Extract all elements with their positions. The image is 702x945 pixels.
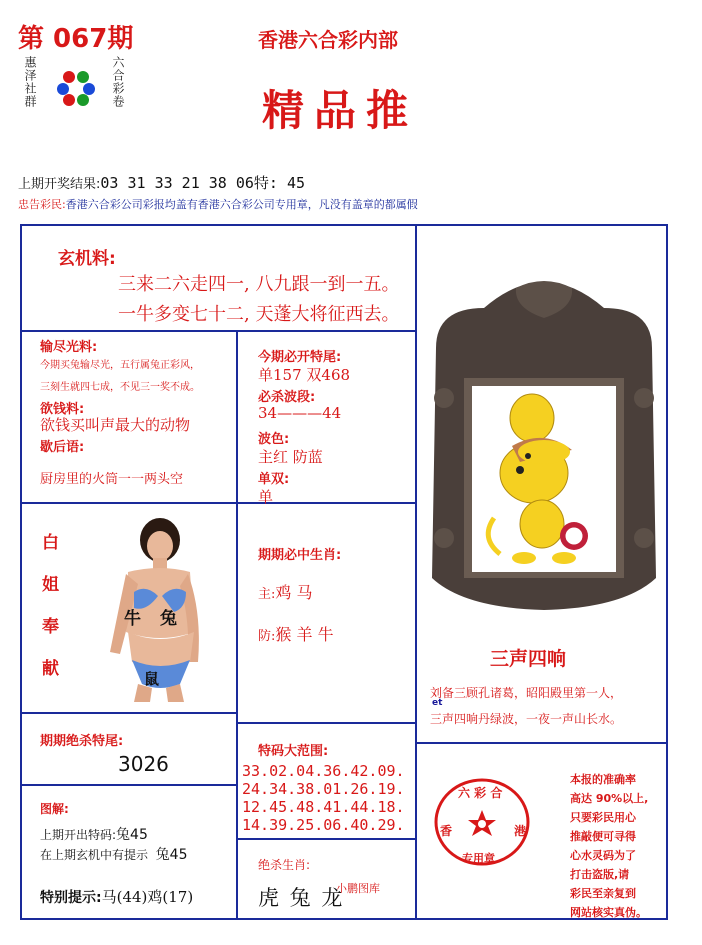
shuye-text1: 今期买兔输尽光，五行属兔正彩风，: [40, 360, 200, 371]
bibu-title: 今期必开特尾:: [258, 350, 342, 365]
shengxiao-main-value: 鸡 马: [275, 583, 313, 602]
xuanji-line1: 三来二六走四一, 八九跟一到一五。: [118, 274, 400, 295]
range-row: 24.34.38.01.26.19.: [242, 780, 405, 798]
grid-h1: [20, 330, 417, 332]
jueshazodiac-watermark: 小鹏图库: [336, 882, 380, 895]
grid-mid-left: [236, 330, 238, 920]
grid-h3: [20, 712, 236, 714]
tujie-line1: [40, 824, 148, 844]
shuye-title1: 输尽光料:: [40, 340, 98, 355]
sister-char-2: 姐: [42, 575, 59, 595]
range-row: 12.45.48.41.44.18.: [242, 798, 405, 816]
tujie-line2-value: 兔45: [155, 847, 188, 863]
bibu-line2: 34———44: [258, 404, 342, 422]
grid-left: [20, 224, 22, 920]
shuye-title2: 欲钱料:: [40, 402, 85, 417]
photo-overlay-1: 牛: [124, 609, 141, 629]
shengxiao-backup: [258, 622, 334, 645]
lottery-logo-icon: [55, 68, 97, 106]
shengxiao-backup-value: 猴 羊 牛: [275, 625, 334, 644]
shuye-text3: 欲钱买叫声最大的动物: [40, 416, 191, 434]
range-title: 特码大范围:: [258, 744, 329, 759]
shengxiao-main-label: 主:: [258, 587, 276, 602]
accuracy-line: 本报的准确率: [570, 773, 636, 786]
accuracy-line: 打击盗版,请: [570, 868, 630, 881]
header-title-small: 香港六合彩内部: [258, 28, 398, 52]
tujie-line2: [40, 844, 187, 864]
bibu-line3: 主红 防蓝: [258, 448, 323, 466]
frame-poem-tag: et: [432, 698, 443, 708]
sister-char-3: 奉: [42, 617, 59, 637]
bibu-line4: 单: [258, 488, 274, 506]
accuracy-line: 彩民至亲复到: [570, 887, 636, 900]
seal-right: 港: [514, 824, 527, 838]
shengxiao-backup-label: 防:: [258, 629, 276, 644]
accuracy-line: 高达 90%以上,: [570, 792, 649, 805]
frame-caption: 三声四响: [490, 648, 567, 670]
bibu-title3: 波色:: [258, 432, 290, 447]
seal-bottom: 专用章: [462, 852, 495, 865]
accuracy-line: 推敲便可寻得: [570, 830, 636, 843]
accuracy-line: 心水灵码为了: [570, 849, 636, 862]
bibu-title2: 必杀波段:: [258, 390, 316, 405]
tujie-hint-label: 特别提示:: [40, 890, 102, 906]
frame-poem2: 三声四响丹绿波，一夜一声山长水。: [430, 712, 623, 726]
juesha-value: 3026: [118, 752, 169, 776]
accuracy-line: 网站核实真伪。: [570, 906, 647, 919]
xuanji-line2: 一牛多变七十二, 天蓬大将征西去。: [118, 304, 400, 325]
range-row: 14.39.25.06.40.29.: [242, 816, 405, 834]
photo-overlay-2: 兔: [160, 609, 177, 629]
warning-line: [18, 196, 418, 212]
bibu-line1: 单157 双468: [258, 366, 351, 384]
grid-top: [20, 224, 668, 226]
range-row: 33.02.04.36.42.09.: [242, 762, 405, 780]
jueshazodiac-title: 绝杀生肖:: [258, 858, 311, 872]
sister-vertical: [42, 522, 59, 690]
frame-poem1: 刘备三顾孔诸葛，昭阳殿里第一人，: [430, 686, 623, 700]
grid-mid-right: [415, 224, 417, 920]
brand-vertical-left: 惠泽社群: [23, 56, 37, 108]
juesha-title: 期期绝杀特尾:: [40, 734, 124, 749]
shengxiao-title: 期期必中生肖:: [258, 548, 342, 563]
photo-overlay-3: 鼠: [144, 670, 160, 688]
grid-h6: [415, 742, 668, 744]
shuye-title3: 歇后语:: [40, 440, 85, 455]
warning-text: 香港六合彩公司彩报均盖有香港六合彩公司专用章，凡没有盖章的都属假: [65, 198, 418, 211]
jueshazodiac-value: 虎 兔 龙: [258, 886, 345, 910]
ornate-frame-picture: [424, 278, 664, 614]
tujie-hint: [40, 886, 193, 907]
bibu-title4: 单双:: [258, 472, 290, 487]
issue-number: 第 067期: [18, 24, 134, 54]
accuracy-line: 只要彩民用心: [570, 811, 636, 824]
grid-right: [666, 224, 668, 920]
shuye-text2: 三刻生就四七成，不见三一奖不成。: [40, 382, 200, 393]
xuanji-label: 玄机料:: [58, 249, 116, 269]
shengxiao-main: [258, 580, 312, 603]
grid-h2: [20, 502, 417, 504]
tujie-line1-label: 上期开出特码:: [40, 828, 117, 842]
seal-left: 香: [440, 824, 453, 838]
sister-char-1: 白: [42, 533, 59, 553]
last-result: [18, 172, 305, 193]
shuye-text4: 厨房里的火筒一一两头空: [40, 472, 184, 487]
tujie-line2-label: 在上期玄机中有提示: [40, 848, 149, 862]
last-result-label: 上期开奖结果:: [18, 177, 101, 192]
sister-char-4: 献: [42, 659, 59, 679]
grid-h3b: [236, 722, 417, 724]
tujie-line1-value: 兔45: [116, 827, 148, 843]
header-title-big: 精品推: [262, 86, 419, 135]
accuracy-notice: [570, 770, 648, 922]
tujie-title: 图解:: [40, 802, 69, 816]
last-result-value: 03 31 33 21 38 06特: 45: [100, 174, 306, 192]
grid-h5: [236, 838, 417, 840]
warning-label: 忠告彩民:: [18, 198, 66, 211]
brand-vertical-right: 六合彩卷: [111, 56, 125, 108]
grid-h4: [20, 784, 236, 786]
tujie-hint-value: 马(44)鸡(17): [101, 888, 194, 906]
range-rows: [242, 762, 405, 834]
seal-top: 六 彩 合: [458, 786, 503, 800]
